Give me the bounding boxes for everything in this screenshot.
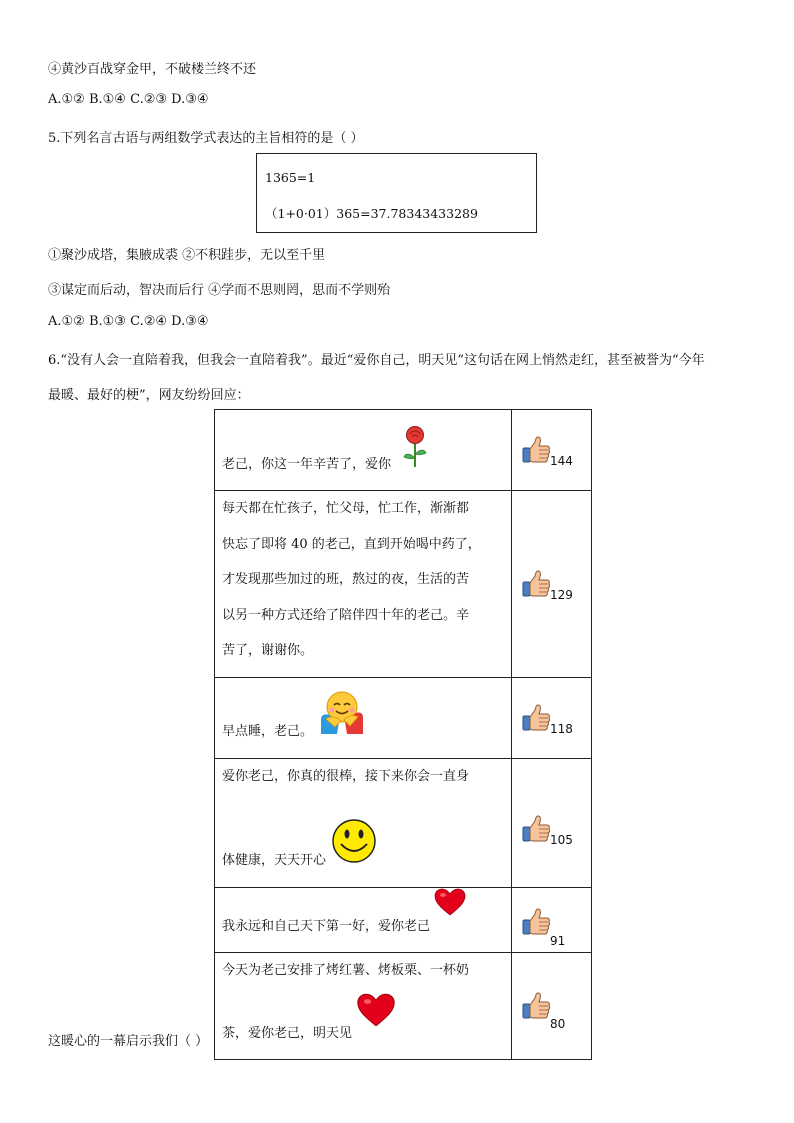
rose-icon: [395, 424, 435, 483]
comment-row: [215, 758, 592, 887]
like-count: 144: [550, 454, 573, 468]
hug-face-icon: [317, 689, 367, 750]
like-cell: [512, 410, 592, 491]
comment-text: [215, 953, 512, 1060]
question-4-option-4: ④黄沙百战穿金甲，不破楼兰终不还: [48, 62, 257, 77]
comment-line: 体健康，天天开心: [222, 853, 327, 868]
comments-table: [214, 409, 592, 1060]
thumbs-up-icon[interactable]: [521, 906, 551, 940]
like-count: 91: [550, 934, 566, 948]
formula-1: 1365=1: [265, 170, 316, 185]
like-count: 129: [550, 587, 573, 602]
comment-line: 快忘了即将 40 的老己，直到开始喝中药了，: [222, 536, 481, 552]
comment-row: [215, 953, 592, 1060]
like-cell: [512, 491, 592, 678]
comment-line: 早点睡，老己。: [222, 724, 314, 739]
comment-line: 以另一种方式还给了陪伴四十年的老己。辛: [222, 607, 470, 623]
thumbs-up-icon[interactable]: [521, 702, 551, 736]
comment-line: 茶，爱你老己，明天见: [222, 1025, 353, 1041]
comment-text: [215, 677, 512, 758]
like-count: 80: [550, 1017, 566, 1031]
question-6-follow-up: 这暖心的一幕启示我们（ ）: [48, 1034, 209, 1049]
question-6-stem-line-1: 6.“没有人会一直陪着我，但我会一直陪着我”。最近“爱你自己，明天见”这句话在网上悄然走红，甚至被誉为“今年: [48, 353, 705, 368]
comment-line: 今天为老己安排了烤红薯、烤板栗、一杯奶: [222, 963, 470, 978]
formula-box: [256, 153, 537, 233]
like-cell: [512, 677, 592, 758]
smiley-icon: [330, 818, 378, 879]
question-5-stem: 5.下列名言古语与两组数学式表达的主旨相符的是（ ）: [48, 131, 364, 146]
like-cell: [512, 953, 592, 1060]
comment-text: [215, 410, 512, 491]
like-cell: [512, 887, 592, 953]
comment-line: 每天都在忙孩子，忙父母，忙工作，渐渐都: [222, 501, 470, 516]
like-cell: [512, 758, 592, 887]
comment-row: [215, 410, 592, 491]
comment-row: [215, 887, 592, 953]
comment-text: [215, 887, 512, 953]
thumbs-up-icon[interactable]: [521, 434, 551, 468]
thumbs-up-icon[interactable]: [521, 568, 551, 602]
comment-line: 爱你老己，你真的很棒，接下来你会一直身: [222, 768, 470, 784]
question-5-options-row-1: ①聚沙成塔，集腋成裘 ②不积跬步，无以至千里: [48, 248, 326, 263]
comment-line: 才发现那些加过的班，熬过的夜，生活的苦: [222, 572, 470, 587]
comment-text: [215, 758, 512, 887]
question-5-options-row-2: ③谋定而后动，智决而后行 ④学而不思则罔，思而不学则殆: [48, 283, 391, 298]
comment-text: [215, 491, 512, 678]
thumbs-up-icon[interactable]: [521, 990, 551, 1024]
like-count: 105: [550, 832, 573, 847]
question-4-answers: A.①② B.①④ C.②③ D.③④: [48, 92, 209, 107]
formula-2: （1+0·01）365=37.78343433289: [265, 206, 478, 221]
comment-line: 苦了，谢谢你。: [222, 643, 314, 658]
thumbs-up-icon[interactable]: [521, 813, 551, 847]
comment-line: 我永远和自己天下第一好，爱你老己: [222, 918, 431, 934]
question-6-stem-line-2: 最暖、最好的梗”，网友纷纷回应：: [48, 388, 250, 403]
heart-icon: [434, 888, 466, 931]
heart-icon: [356, 993, 396, 1042]
comment-row: [215, 491, 592, 678]
question-5-answers: A.①② B.①③ C.②④ D.③④: [48, 314, 209, 329]
like-count: 118: [550, 721, 573, 736]
comment-line: 老己，你这一年辛苦了，爱你: [222, 456, 392, 472]
comment-row: [215, 677, 592, 758]
